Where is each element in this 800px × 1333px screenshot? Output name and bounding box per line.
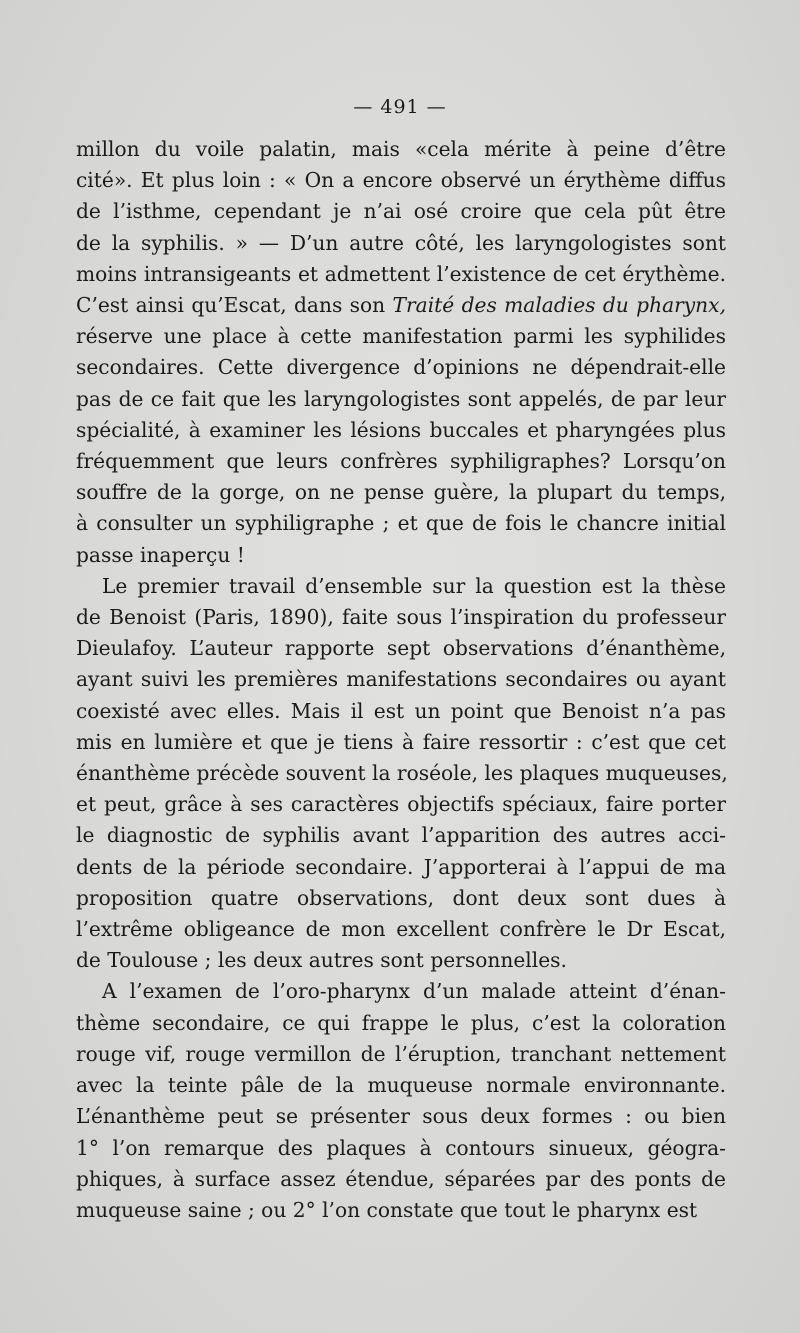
- text-line: moins intransigeants et admettent l’existence de cet érythème.: [76, 261, 726, 286]
- text-line: énanthème précède souvent la roséole, les plaques muqueuses,: [76, 761, 728, 786]
- text-line: passe inaperçu !: [76, 542, 245, 567]
- text-line: secondaires. Cette divergence d’opinions ne dépendrait-elle: [76, 355, 726, 380]
- text-line: dents de la période secondaire. J’apporterai à l’appui de ma: [76, 854, 726, 879]
- text-line: de l’isthme, cependant je n’ai osé croire que cela pût être: [76, 199, 726, 224]
- text-line: coexisté avec elles. Mais il est un point que Benoist n’a pas: [76, 698, 726, 723]
- text-line: A l’examen de l’oro-pharynx d’un malade atteint d’énan-: [102, 979, 726, 1004]
- book-title: Traité des maladies du pharynx,: [392, 293, 726, 318]
- page-number: — 491 —: [353, 96, 447, 118]
- text-line: de Benoist (Paris, 1890), faite sous l’inspiration du professeur: [76, 605, 726, 630]
- text-line: phiques, à surface assez étendue, séparées par des ponts de: [76, 1166, 726, 1191]
- body-text: [76, 134, 726, 1226]
- paragraph: [76, 571, 726, 977]
- paragraph: [76, 134, 726, 571]
- text-line: 1° l’on remarque des plaques à contours sinueux, géogra-: [76, 1135, 726, 1160]
- text-line: pas de ce fait que les laryngologistes sont appelés, de par leur: [76, 386, 726, 411]
- text-line: spécialité, à examiner les lésions buccales et pharyngées plus: [76, 417, 726, 442]
- text-line: mis en lumière et que je tiens à faire ressortir : c’est que cet: [76, 729, 726, 754]
- text-line: proposition quatre observations, dont deux sont dues à: [76, 885, 726, 910]
- text-line: de Toulouse ; les deux autres sont personnelles.: [76, 948, 567, 973]
- text-line: l’extrême obligeance de mon excellent confrère le Dr Escat,: [76, 917, 726, 942]
- text-line: Le premier travail d’ensemble sur la question est la thèse: [102, 573, 726, 598]
- text-line: L’énanthème peut se présenter sous deux formes : ou bien: [76, 1104, 726, 1129]
- text-line: cité». Et plus loin : « On a encore observé un érythème diffus: [76, 168, 726, 193]
- text-line: de la syphilis. » — D’un autre côté, les laryngologistes sont: [76, 230, 726, 255]
- paragraph: [76, 976, 726, 1226]
- text-line: souffre de la gorge, on ne pense guère, la plupart du temps,: [76, 480, 726, 505]
- text-line: millon du voile palatin, mais «cela mérite à peine d’être: [76, 137, 726, 161]
- text-line: réserve une place à cette manifestation parmi les syphilides: [76, 324, 726, 349]
- text-line: rouge vif, rouge vermillon de l’éruption, tranchant nettement: [76, 1041, 726, 1066]
- text-line: à consulter un syphiligraphe ; et que de fois le chancre initial: [76, 511, 726, 536]
- text-line: ayant suivi les premières manifestations secondaires ou ayant: [76, 667, 726, 692]
- text-line: fréquemment que leurs confrères syphiligraphes? Lorsqu’on: [76, 449, 726, 474]
- text-line: et peut, grâce à ses caractères objectifs spéciaux, faire porter: [76, 792, 726, 817]
- text-line: muqueuse saine ; ou 2° l’on constate que tout le pharynx est: [76, 1197, 698, 1222]
- text-line: thème secondaire, ce qui frappe le plus, c’est la coloration: [76, 1010, 726, 1035]
- text-line: le diagnostic de syphilis avant l’apparition des autres acci-: [76, 823, 726, 848]
- text-line: avec la teinte pâle de la muqueuse normale environnante.: [76, 1073, 726, 1098]
- text-line: Dieulafoy. L’auteur rapporte sept observations d’énanthème,: [76, 636, 726, 661]
- text-line: C’est ainsi qu’Escat, dans son Traité des maladies du pharynx,: [76, 293, 726, 318]
